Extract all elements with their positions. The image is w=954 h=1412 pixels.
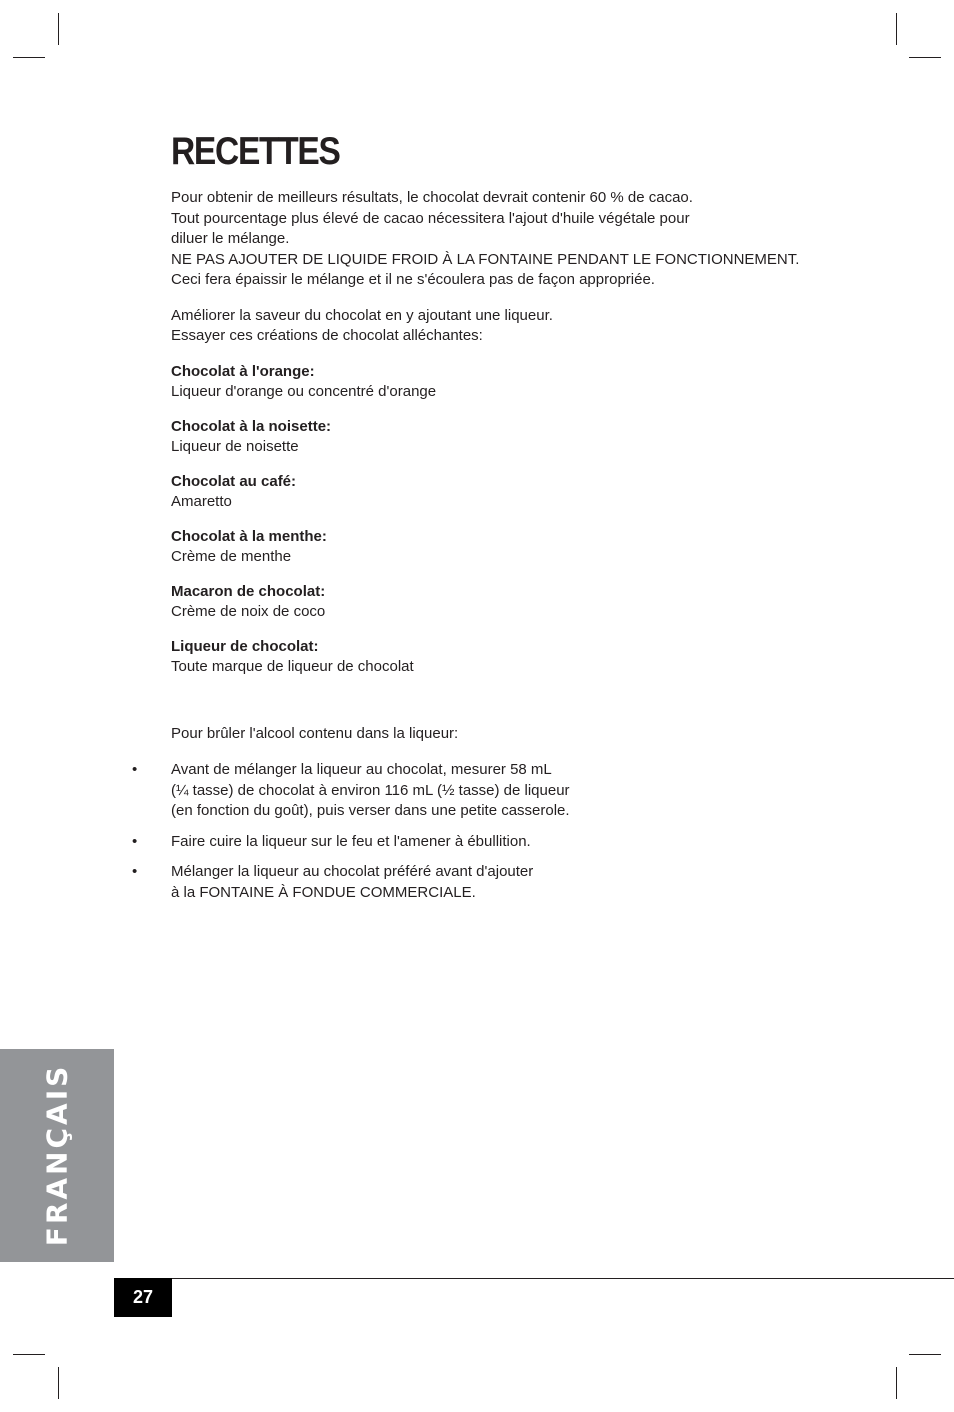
- crop-mark: [909, 57, 941, 58]
- crop-mark: [13, 57, 45, 58]
- recipe-desc: Crème de noix de coco: [171, 603, 326, 620]
- crop-mark: [13, 1354, 45, 1355]
- recipe-item: [171, 527, 811, 568]
- recipe-desc: Liqueur de noisette: [171, 438, 299, 455]
- recipe-name: Chocolat au café:: [171, 472, 297, 490]
- crop-mark: [58, 1367, 59, 1399]
- liqueur-intro-paragraph: [171, 306, 811, 347]
- recipe-name: Liqueur de chocolat:: [171, 637, 319, 655]
- recipe-name: Macaron de chocolat:: [171, 582, 326, 600]
- footer-rule: [114, 1278, 954, 1279]
- recipe-item: [171, 582, 811, 623]
- intro-line: Ceci fera épaissir le mélange et il ne s'écoulera pas de façon appropriée.: [171, 271, 655, 288]
- recipe-item: [171, 472, 811, 513]
- step-line: Mélanger la liqueur au chocolat préféré avant d'ajouter: [171, 863, 534, 880]
- list-item: [130, 862, 770, 903]
- language-side-tab: [0, 1049, 114, 1262]
- crop-mark: [896, 1367, 897, 1399]
- recipe-desc: Amaretto: [171, 493, 232, 510]
- intro-warning-line: NE PAS AJOUTER DE LIQUIDE FROID À LA FONTAINE PENDANT LE FONCTIONNEMENT.: [171, 250, 800, 268]
- burn-intro: Pour brûler l'alcool contenu dans la liqueur:: [171, 725, 459, 742]
- burn-steps-list: [130, 760, 770, 913]
- list-item: [130, 760, 770, 822]
- liqueur-intro-line: Améliorer la saveur du chocolat en y ajoutant une liqueur.: [171, 306, 553, 324]
- language-label: FRANÇAIS: [40, 1063, 74, 1247]
- bullet-icon: •: [132, 863, 138, 880]
- intro-line: diluer le mélange.: [171, 230, 290, 247]
- step-line: à la FONTAINE À FONDUE COMMERCIALE.: [171, 883, 476, 901]
- step-line: Avant de mélanger la liqueur au chocolat, mesurer 58 mL: [171, 761, 552, 778]
- intro-line: Tout pourcentage plus élevé de cacao nécessitera l'ajout d'huile végétale pour: [171, 209, 690, 227]
- recipe-desc: Liqueur d'orange ou concentré d'orange: [171, 383, 437, 400]
- intro-paragraph: [171, 188, 811, 291]
- recipe-item: [171, 637, 811, 678]
- page-title: RECETTES: [171, 130, 340, 173]
- step-line: Faire cuire la liqueur sur le feu et l'amener à ébullition.: [171, 832, 531, 850]
- recipe-item: [171, 417, 811, 458]
- intro-line: Pour obtenir de meilleurs résultats, le chocolat devrait contenir 60 % de cacao.: [171, 189, 693, 206]
- recipe-name: Chocolat à la menthe:: [171, 527, 327, 545]
- liqueur-intro-line: Essayer ces créations de chocolat alléchantes:: [171, 327, 483, 344]
- crop-mark: [58, 13, 59, 45]
- bullet-icon: •: [132, 761, 138, 778]
- list-item: [130, 832, 770, 853]
- recipes-content: [171, 130, 811, 692]
- crop-mark: [896, 13, 897, 45]
- recipe-name: Chocolat à la noisette:: [171, 417, 332, 435]
- step-line: (en fonction du goût), puis verser dans une petite casserole.: [171, 802, 570, 819]
- step-line: (¼ tasse) de chocolat à environ 116 mL (½ tasse) de liqueur: [171, 781, 570, 799]
- recipe-desc: Toute marque de liqueur de chocolat: [171, 658, 414, 675]
- recipe-desc: Crème de menthe: [171, 548, 292, 565]
- recipe-name: Chocolat à l'orange:: [171, 362, 315, 380]
- page-number: 27: [114, 1278, 172, 1317]
- crop-mark: [909, 1354, 941, 1355]
- bullet-icon: •: [132, 832, 138, 850]
- recipe-item: [171, 362, 811, 403]
